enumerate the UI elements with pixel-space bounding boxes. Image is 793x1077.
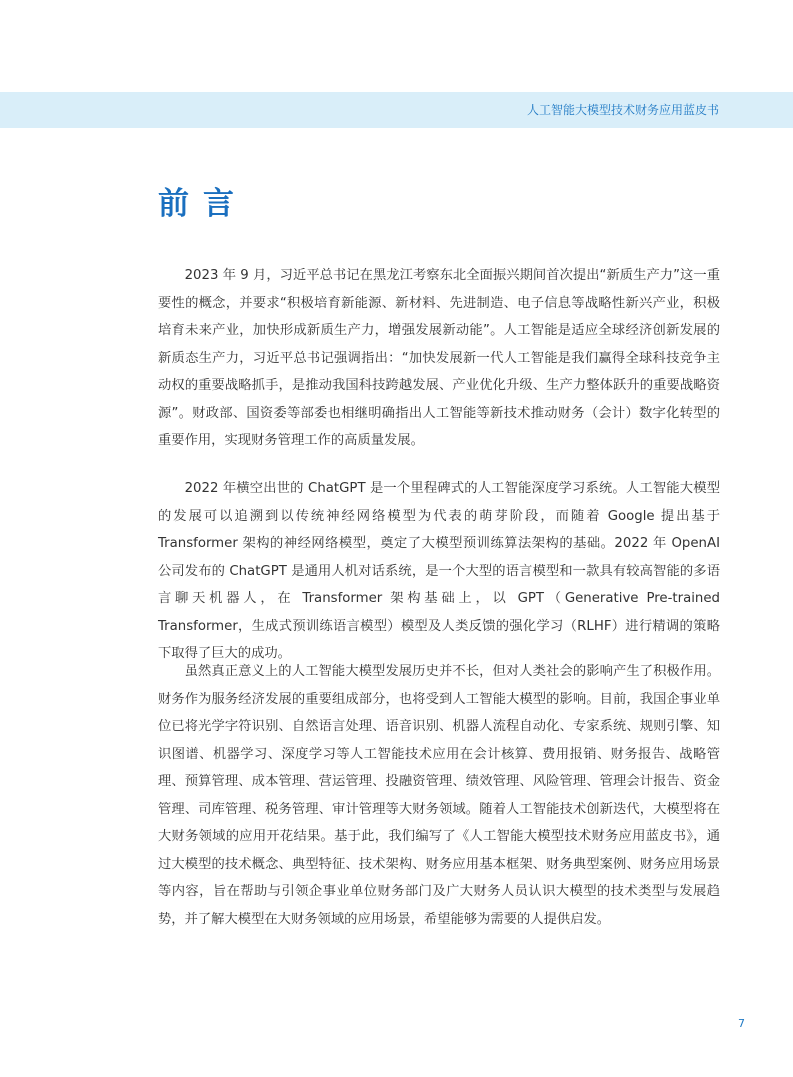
page-number: 7 bbox=[738, 1017, 745, 1030]
paragraph-2: 2022 年横空出世的 ChatGPT 是一个里程碑式的人工智能深度学习系统。人工智能大模型的发展可以追溯到以传统神经网络模型为代表的萌芽阶段，而随着 Google 提出基于 Transformer 架构的神经网络模型，奠定了大模型预训练算法架构的基础。2022 年 OpenAI 公司发布的 ChatGPT 是通用人机对话系统，是一个大型的语言模型和一款具有较高智能的多语言聊天机器人，在 Transformer 架构基础上，以 GPT（Generative Pre-trained Transformer，生成式预训练语言模型）模型及人类反馈的强化学习（RLHF）进行精调的策略下取得了巨大的成功。 bbox=[158, 481, 720, 661]
page-title: 前言 bbox=[158, 186, 248, 222]
paragraph-1: 2023 年 9 月，习近平总书记在黑龙江考察东北全面振兴期间首次提出“新质生产力”这一重要性的概念，并要求“积极培育新能源、新材料、先进制造、电子信息等战略性新兴产业，积极培育未来产业，加快形成新质生产力，增强发展新动能”。人工智能是适应全球经济创新发展的新质态生产力，习近平总书记强调指出：“加快发展新一代人工智能是我们赢得全球科技竞争主动权的重要战略抓手，是推动我国科技跨越发展、产业优化升级、生产力整体跃升的重要战略资源”。财政部、国资委等部委也相继明确指出人工智能等新技术推动财务（会计）数字化转型的重要作用，实现财务管理工作的高质量发展。 bbox=[158, 268, 720, 448]
running-header-band bbox=[0, 92, 793, 128]
paragraph-3: 虽然真正意义上的人工智能大模型发展历史并不长，但对人类社会的影响产生了积极作用。财务作为服务经济发展的重要组成部分，也将受到人工智能大模型的影响。目前，我国企事业单位已将光学字符识别、自然语言处理、语音识别、机器人流程自动化、专家系统、规则引擎、知识图谱、机器学习、深度学习等人工智能技术应用在会计核算、费用报销、财务报告、战略管理、预算管理、成本管理、营运管理、投融资管理、绩效管理、风险管理、管理会计报告、资金管理、司库管理、税务管理、审计管理等大财务领域。随着人工智能技术创新迭代，大模型将在大财务领域的应用开花结果。基于此，我们编写了《人工智能大模型技术财务应用蓝皮书》，通过大模型的技术概念、典型特征、技术架构、财务应用基本框架、财务典型案例、财务应用场景等内容，旨在帮助与引领企事业单位财务部门及广大财务人员认识大模型的技术类型与发展趋势，并了解大模型在大财务领域的应用场景，希望能够为需要的人提供启发。 bbox=[158, 664, 720, 927]
running-header-title: 人工智能大模型技术财务应用蓝皮书 bbox=[526, 103, 719, 117]
